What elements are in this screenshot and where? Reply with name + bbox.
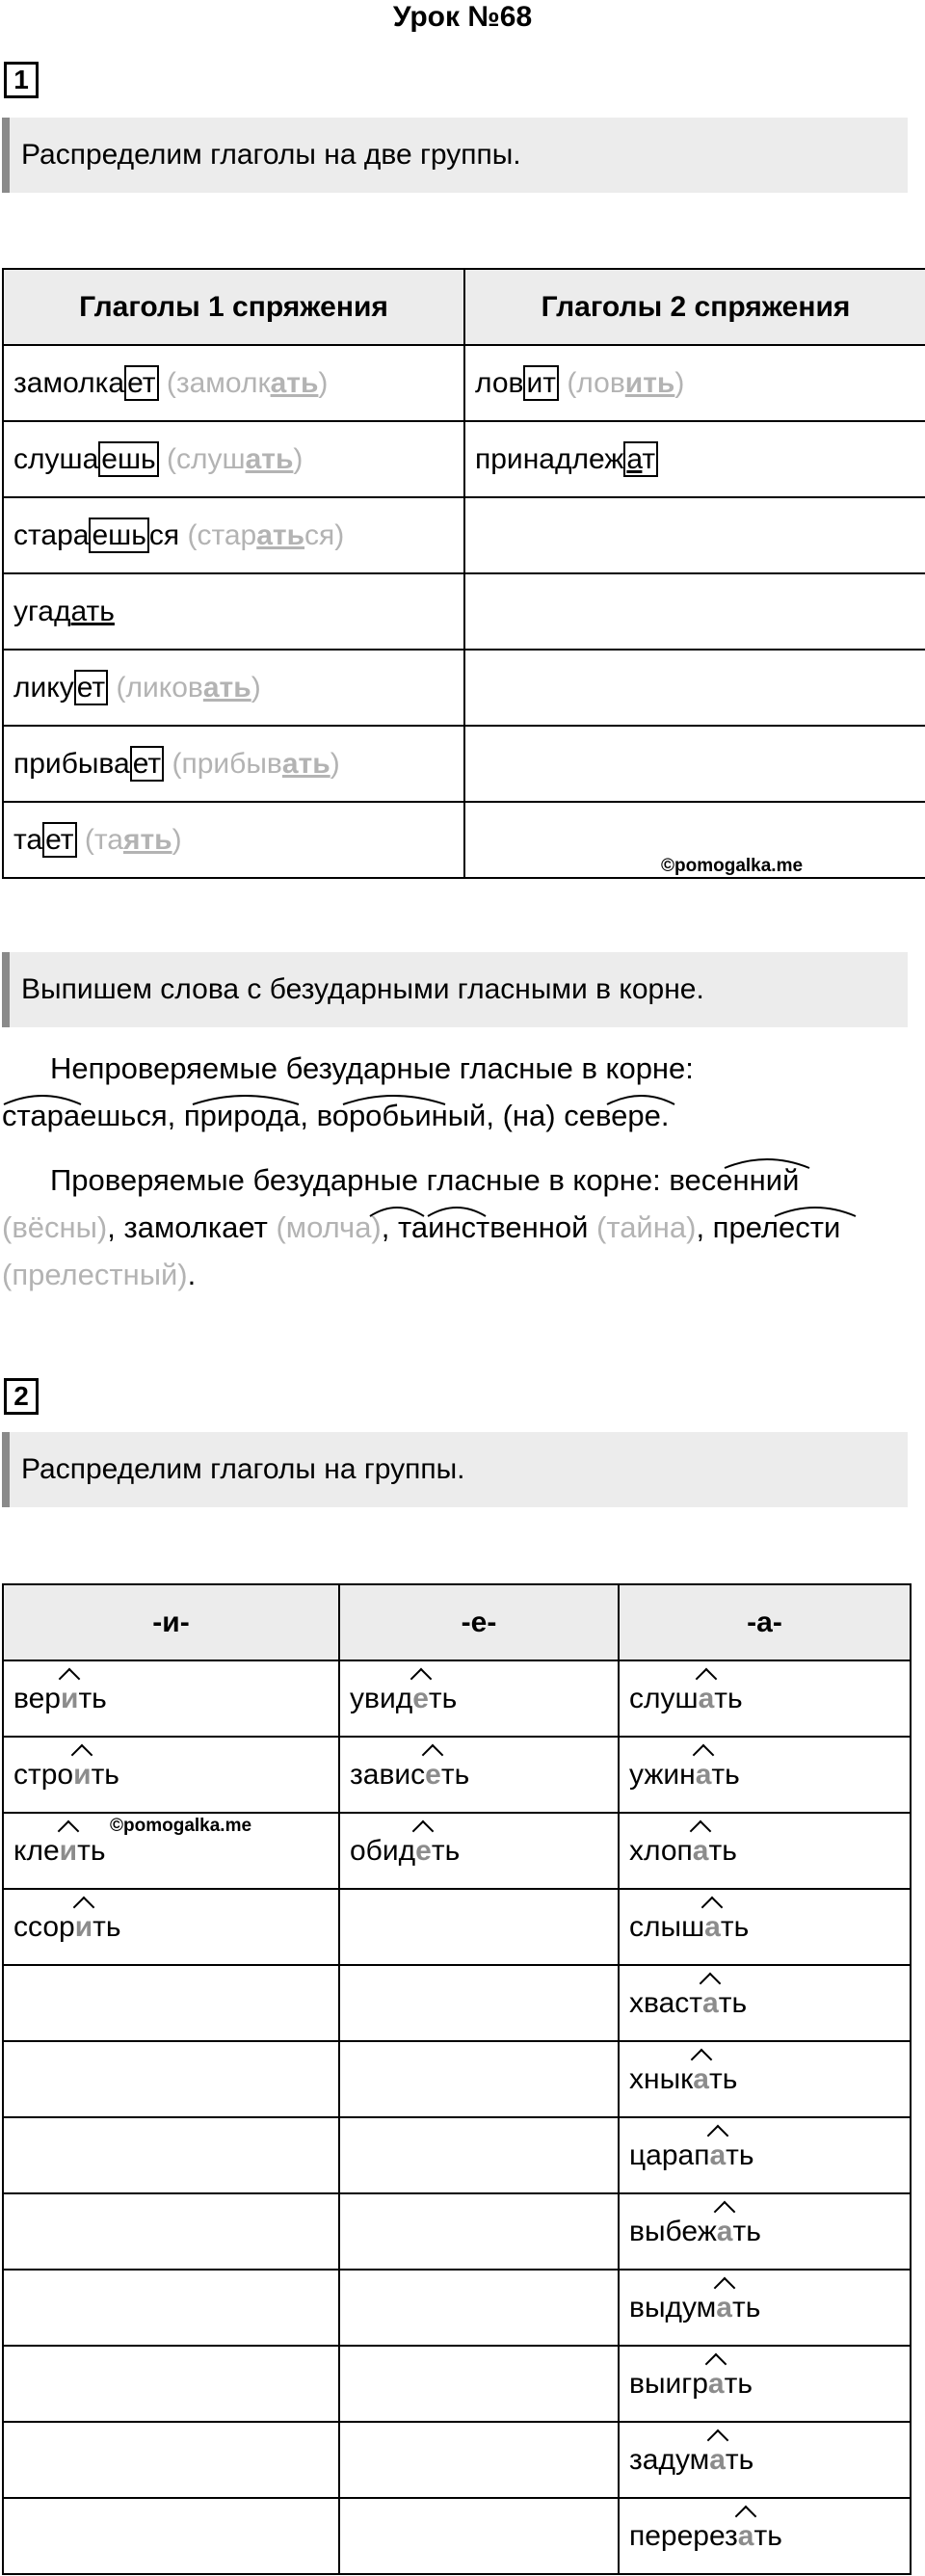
task1-instruction-2: Выпишем слова с безударными гласными в корне. (2, 952, 908, 1027)
task-number-2: 2 (4, 1378, 39, 1415)
table-row (3, 421, 925, 497)
table-cell (339, 1889, 619, 1965)
table-cell: слуша ешь (слушать) (3, 421, 464, 497)
page-title: Урок №68 (392, 1, 533, 33)
task1-instruction: Распределим глаголы на две группы. (2, 118, 908, 193)
table-cell: угадать (3, 573, 464, 650)
task-number-1: 1 (4, 62, 39, 98)
word: таинственной (398, 1210, 589, 1244)
word: воробьиный (316, 1099, 487, 1132)
table-cell: слышать (619, 1889, 911, 1965)
table-row (3, 345, 925, 421)
table-cell (3, 2041, 339, 2117)
table-cell: царапать (619, 2117, 911, 2193)
table-cell (339, 2117, 619, 2193)
table-cell: хвастать (619, 1965, 911, 2041)
table-row (3, 1889, 911, 1965)
table-cell (464, 573, 925, 650)
table-cell (464, 497, 925, 573)
header-conj1: Глаголы 1 спряжения (3, 269, 464, 345)
table-cell: ссорить (3, 1889, 339, 1965)
table-row (3, 2270, 911, 2346)
table-cell: принадлеж ат (464, 421, 925, 497)
table-cell: та ет (таять) (3, 802, 464, 878)
unverifiable-label: Непроверяемые безударные гласные в корне: (50, 1051, 694, 1085)
vowel-groups-table (2, 1583, 912, 2575)
table-cell (3, 2422, 339, 2498)
table-row (3, 2422, 911, 2498)
table-cell: хлопать (619, 1813, 911, 1889)
table-cell: увидеть (339, 1660, 619, 1737)
conjugation-table (2, 268, 925, 879)
check-word: (тайна) (596, 1210, 697, 1244)
header-e: -е- (339, 1584, 619, 1660)
table-cell: выбежать (619, 2193, 911, 2270)
table-cell: лику ет (ликовать) (3, 650, 464, 726)
table-row (3, 1965, 911, 2041)
table-cell (339, 2422, 619, 2498)
table-cell: перерезать (619, 2498, 911, 2574)
table-cell: обидеть (339, 1813, 619, 1889)
header-a: -а- (619, 1584, 911, 1660)
table-cell (339, 2270, 619, 2346)
table-cell (3, 2117, 339, 2193)
table-cell (339, 2041, 619, 2117)
table-cell: хныкать (619, 2041, 911, 2117)
table-cell: верить (3, 1660, 339, 1737)
table-cell (3, 2270, 339, 2346)
table-cell: строить (3, 1737, 339, 1813)
table-row (3, 650, 925, 726)
check-word: (молча) (276, 1210, 382, 1244)
table-cell (339, 2193, 619, 2270)
table-cell (339, 2498, 619, 2574)
verifiable-label: Проверяемые безударные гласные в корне: (50, 1163, 661, 1197)
word: прелести (712, 1210, 841, 1244)
table-cell (339, 2346, 619, 2422)
table-row (3, 2346, 911, 2422)
table-header-row (3, 1584, 911, 1660)
unverifiable-words: стараешься, природа, воробьиный, (на) севере. (2, 1099, 670, 1132)
table-row (3, 573, 925, 650)
table-row (3, 2193, 911, 2270)
table-row (3, 2117, 911, 2193)
table-cell: зависеть (339, 1737, 619, 1813)
watermark: ©pomogalka.me (110, 1816, 252, 1836)
task2-instruction: Распределим глаголы на группы. (2, 1432, 908, 1507)
table-cell (339, 1965, 619, 2041)
table-cell (3, 2346, 339, 2422)
word: весенний (669, 1163, 800, 1197)
table-row (3, 1660, 911, 1737)
table-cell (464, 650, 925, 726)
table-cell: замолка ет (замолкать) (3, 345, 464, 421)
table-cell: прибыва ет (прибывать) (3, 726, 464, 802)
table-cell (3, 2193, 339, 2270)
watermark: ©pomogalka.me (661, 856, 804, 876)
table-cell: задумать (619, 2422, 911, 2498)
table-cell: клеить (3, 1813, 339, 1889)
word: природа (183, 1099, 301, 1132)
unverifiable-vowels-paragraph (2, 1045, 908, 1139)
header-conj2: Глаголы 2 спряжения (464, 269, 925, 345)
table-cell: лов ит (ловить) (464, 345, 925, 421)
table-cell (464, 726, 925, 802)
check-word: (вёсны) (2, 1210, 108, 1244)
word: севере (564, 1099, 661, 1132)
word: замолкает (123, 1210, 268, 1244)
word: (на) (502, 1099, 556, 1132)
table-header-row (3, 269, 925, 345)
table-row (3, 726, 925, 802)
table-cell: ужинать (619, 1737, 911, 1813)
check-word: (прелестный) (2, 1258, 188, 1291)
table-cell (3, 2498, 339, 2574)
table-cell: выиграть (619, 2346, 911, 2422)
table-row (3, 2041, 911, 2117)
verifiable-vowels-paragraph: Проверяемые безударные гласные в корне: весенний (вёсны), замолкает (молча), таинственной (тайна), прелести (прелестный). (2, 1163, 841, 1291)
table-cell: выдумать (619, 2270, 911, 2346)
table-row (3, 1737, 911, 1813)
table-row (3, 497, 925, 573)
table-row (3, 2498, 911, 2574)
table-cell: стара ешь ся (стараться) (3, 497, 464, 573)
table-cell (3, 1965, 339, 2041)
word: стараешься (2, 1099, 168, 1132)
header-i: -и- (3, 1584, 339, 1660)
table-cell: слушать (619, 1660, 911, 1737)
